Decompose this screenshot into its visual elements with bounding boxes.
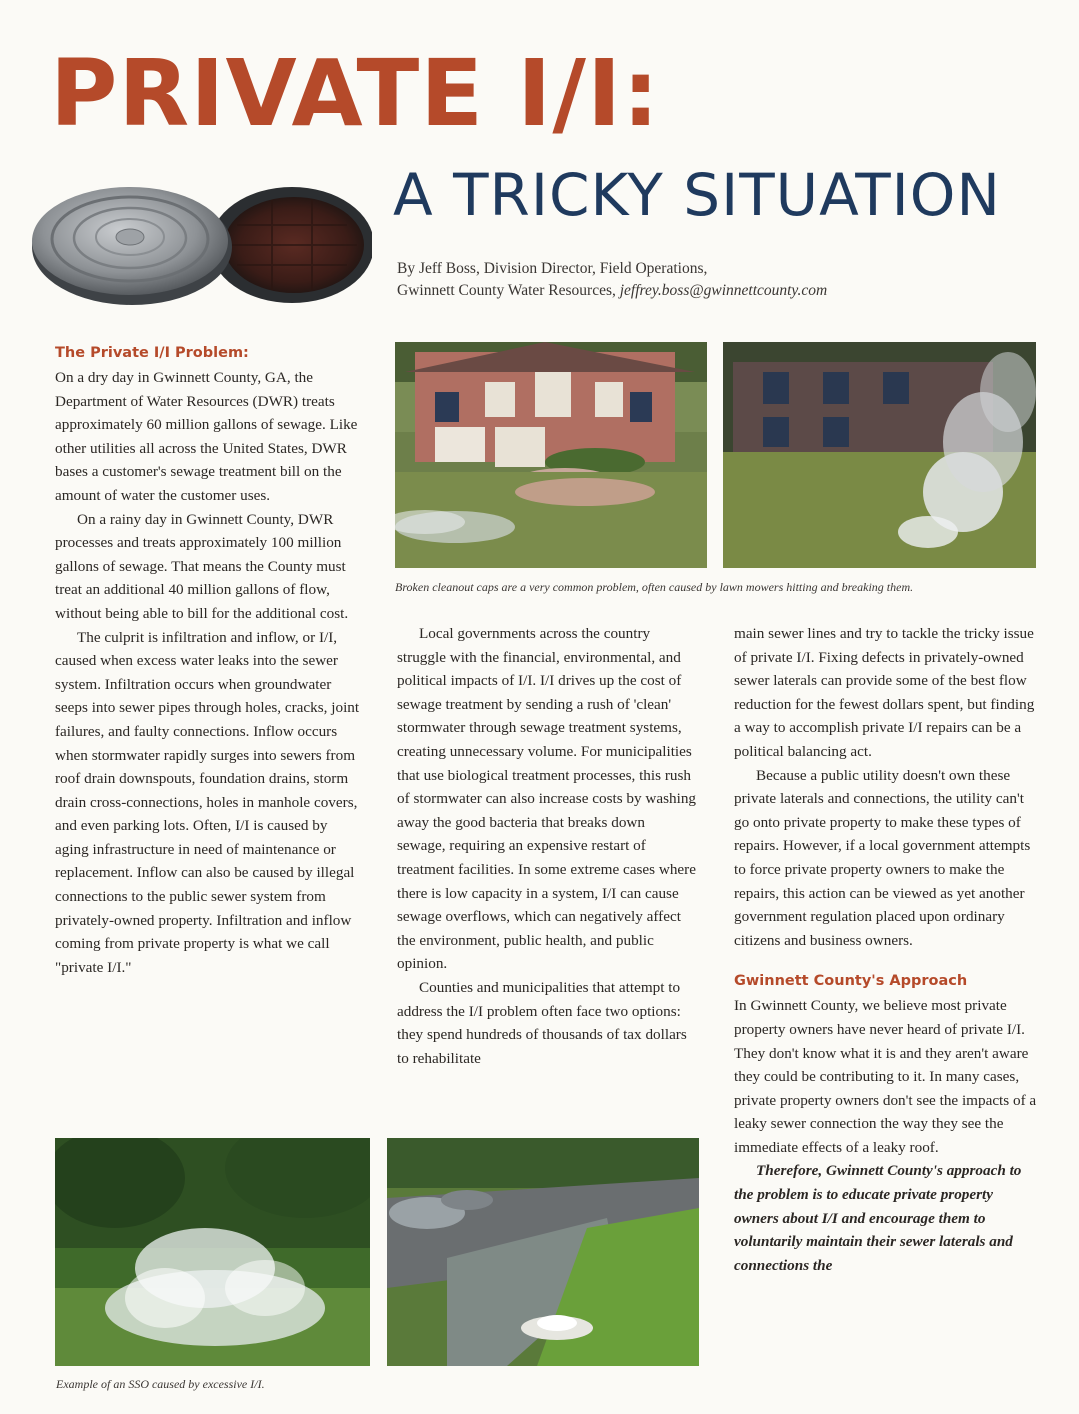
photo-lawn-smoke-test [723,342,1036,568]
heading-problem: The Private I/I Problem: [55,345,249,361]
column-problem [55,342,360,979]
photo-flooded-street [387,1138,699,1366]
photo-sewer-overflow-fountain [55,1138,370,1366]
article-subtitle: A TRICKY SITUATION [393,161,1001,229]
paragraph: The culprit is infiltration and inflow, or I/I, caused when excess water leaks into the sewer system. Infiltration occurs when groundwater seeps into sewer pipes through holes, cracks, joint failures, and faulty connections. Inflow occurs when stormwater rapidly surges into sewers from roof drain downspouts, foundation drains, storm drain cross-connections, holes in manhole covers, and even parking lots. Often, I/I is caused by aging infrastructure in need of maintenance or replacement. Inflow can also be caused by illegal connections to the public sewer system from privately-owned property. Infiltration and inflow coming from private property is what we call "private I/I." [55,628,360,976]
column-middle [397,622,697,1070]
author-email-link[interactable]: jeffrey.boss@gwinnettcounty.com [619,282,828,299]
caption-bottom-photo: Example of an SSO caused by excessive I/I. [56,1377,265,1391]
article-title: PRIVATE I/I: [50,40,660,147]
paragraph: Counties and municipalities that attempt to address the I/I problem often face two options: they spend hundreds of thousands of tax dollars to rehabilitate [397,978,687,1067]
column-right [734,622,1038,1277]
byline-author: By Jeff Boss, Division Director, Field Operations, [397,260,708,277]
caption-top-photos: Broken cleanout caps are a very common problem, often caused by lawn mowers hitting and breaking them. [395,580,914,594]
photo-house-broken-cleanout [395,342,707,568]
heading-approach: Gwinnett County's Approach [734,973,968,990]
byline [397,258,1037,302]
paragraph: On a rainy day in Gwinnett County, DWR processes and treats approximately 100 million gallons of sewage. That means the County must treat an additional 40 million gallons of flow, without being able to bill for the additional cost. [55,510,349,622]
byline-org: Gwinnett County Water Resources, [397,282,620,299]
paragraph: Local governments across the country struggle with the financial, environmental, and political impacts of I/I. I/I drives up the cost of sewage treatment by sending a rush of 'clean' stormwater through sewage treatment systems, creating unnecessary volume. For municipalities that use biological treatment processes, this rush of stormwater can also increase costs by washing away the good bacteria that breaks down sewage, requiring an expensive restart of treatment facilities. In some extreme cases where there is low capacity in a system, I/I can cause sewage overflows, which can negatively affect the environment, public health, and public opinion. [397,625,697,973]
paragraph: Because a public utility doesn't own these private laterals and connections, the utility can't go onto private property to make these types of repairs. However, if a local government attempts to force private property owners to make the repairs, this action can be viewed as yet another government regulation placed upon ordinary citizens and business owners. [734,766,1031,949]
manhole-cover-illustration [22,175,372,315]
paragraph: On a dry day in Gwinnett County, GA, the Department of Water Resources (DWR) treats approximately 60 million gallons of sewage. Like other utilities all across the United States, DWR bases a customer's sewage treatment bill on the amount of water the customer uses. [55,369,358,504]
paragraph: In Gwinnett County, we believe most private property owners have never heard of private I/I. They don't know what it is and they aren't aware they could be contributing to it. In many cases, private property owners don't see the impacts of a leaky sewer connection the way they see the immediate effects of a leaky roof. [734,997,1037,1156]
paragraph: main sewer lines and try to tackle the tricky issue of private I/I. Fixing defects in privately-owned sewer laterals can provide some of the best flow reduction for the fewest dollars spent, but finding a way to accomplish private I/I repairs can be a political balancing act. [734,625,1035,760]
paragraph-emphasis: Therefore, Gwinnett County's approach to the problem is to educate private property owners about I/I and encourage them to voluntarily maintain their sewer laterals and connections the [734,1162,1022,1274]
